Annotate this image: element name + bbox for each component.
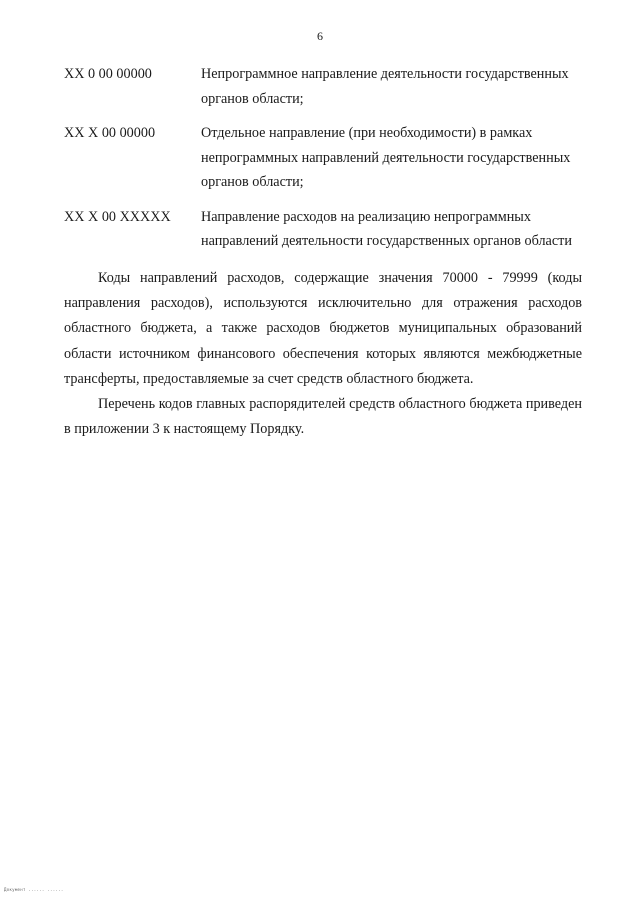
code-description: [201, 62, 594, 111]
description-line: органов области;: [201, 174, 304, 190]
paragraph-expense-codes: [64, 266, 582, 392]
description-line: органов области;: [201, 90, 304, 107]
paragraph-line: Перечень кодов главных распорядителей средств областного бюджета приведен: [98, 396, 582, 413]
code-value: XX 0 00 00000: [64, 66, 152, 82]
body-text: [64, 266, 582, 442]
code-list: [64, 62, 594, 254]
paragraph-line: направления расходов), используются исключительно для отражения расходов: [64, 295, 582, 312]
code-row: [64, 62, 594, 111]
paragraph-line: областного бюджета, а также расходов бюджетов муниципальных образований: [64, 320, 582, 337]
description-line: Непрограммное направление деятельности государственных: [201, 66, 569, 82]
footer-mark: Документ ...... ......: [4, 887, 64, 892]
code-value: XX X 00 XXXXX: [64, 208, 171, 225]
description-line: непрограммных направлений деятельности государственных: [201, 149, 571, 166]
description-line: Отдельное направление (при необходимости) в рамках: [201, 125, 533, 141]
paragraph-line: области источником финансового обеспечения которых являются межбюджетные: [64, 345, 582, 362]
description-line: Направление расходов на реализацию непрограммных: [201, 208, 531, 225]
code-value: XX X 00 00000: [64, 125, 156, 141]
paragraph-line: в приложении 3 к настоящему Порядку.: [64, 421, 305, 438]
description-line: направлений деятельности государственных органов области: [201, 233, 572, 249]
code-description: [201, 205, 594, 254]
paragraph-line: Коды направлений расходов, содержащие значения 70000 - 79999 (коды: [98, 270, 582, 286]
code-description: [201, 121, 594, 195]
page-number: 6: [317, 29, 323, 43]
code-row: [64, 205, 594, 254]
code-row: [64, 121, 594, 195]
paragraph-line: трансферты, предоставляемые за счет средств областного бюджета.: [64, 370, 474, 387]
paragraph-appendix-reference: [64, 392, 582, 442]
